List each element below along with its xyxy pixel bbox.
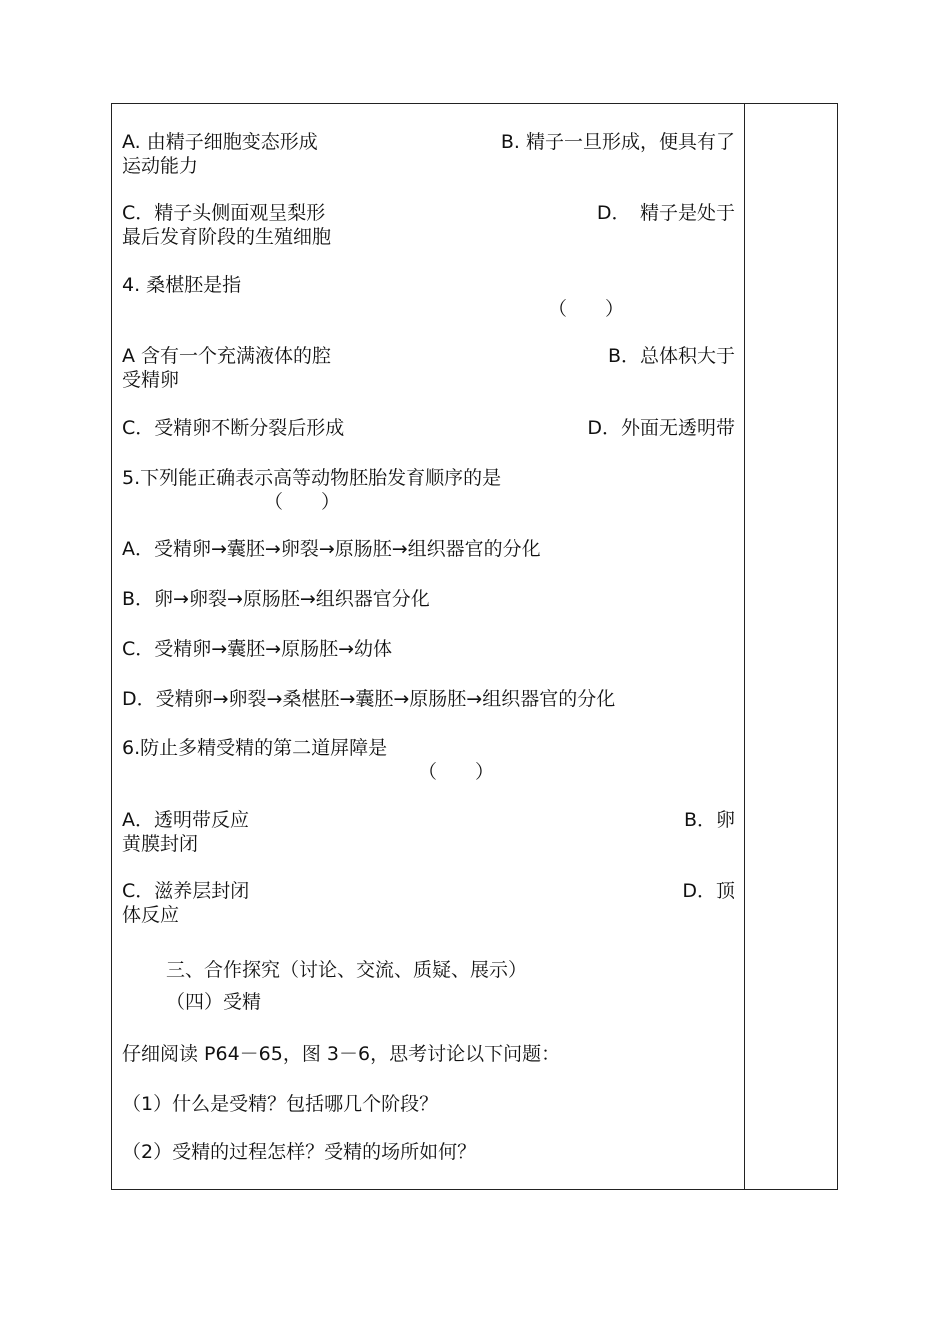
q3-option-a: A. 由精子细胞变态形成 <box>122 131 318 153</box>
q6-option-b-cont: 黄膜封闭 <box>122 833 199 855</box>
question-cell <box>122 104 735 1189</box>
q6-option-b: B．卵 <box>683 809 735 831</box>
q4-answer-paren: （ ） <box>548 298 625 320</box>
q3-option-c: C．精子头侧面观呈梨形 <box>122 202 326 224</box>
q5-stem: 5.下列能正确表示高等动物胚胎发育顺序的是 <box>122 467 502 489</box>
q6-option-d: D．顶 <box>682 880 735 902</box>
q6-stem: 6.防止多精受精的第二道屏障是 <box>122 737 388 759</box>
q3-option-d: D． 精子是处于 <box>596 202 735 224</box>
discussion-question-2: （2）受精的过程怎样？受精的场所如何？ <box>122 1141 477 1163</box>
q4-option-d: D．外面无透明带 <box>587 417 735 439</box>
q4-option-b-cont: 受精卵 <box>122 369 180 391</box>
q3-option-b: B. 精子一旦形成，便具有了 <box>500 131 735 153</box>
q3-option-d-cont: 最后发育阶段的生殖细胞 <box>122 226 332 248</box>
section-instruction: 仔细阅读 P64－65，图 3－6，思考讨论以下问题： <box>122 1043 561 1065</box>
q4-option-a: A 含有一个充满液体的腔 <box>122 345 332 367</box>
q3-option-b-cont: 运动能力 <box>122 155 199 177</box>
section-subheading: （四）受精 <box>166 991 262 1013</box>
q4-option-c: C．受精卵不断分裂后形成 <box>122 417 345 439</box>
section-heading: 三、合作探究（讨论、交流、质疑、展示） <box>166 959 528 981</box>
discussion-question-1: （1）什么是受精？包括哪几个阶段？ <box>122 1093 439 1115</box>
column-divider <box>744 104 745 1189</box>
q4-stem: 4. 桑椹胚是指 <box>122 274 242 296</box>
q5-option-b: B．卵→卵裂→原肠胚→组织器官分化 <box>122 588 430 610</box>
q5-option-a: A．受精卵→囊胚→卵裂→原肠胚→组织器官的分化 <box>122 538 541 560</box>
q6-option-d-cont: 体反应 <box>122 904 180 926</box>
q6-answer-paren: （ ） <box>418 761 495 783</box>
content-table <box>111 103 838 1190</box>
q6-option-a: A．透明带反应 <box>122 809 249 831</box>
q5-answer-paren: （ ） <box>264 491 341 513</box>
q5-option-d: D．受精卵→卵裂→桑椹胚→囊胚→原肠胚→组织器官的分化 <box>122 688 616 710</box>
q5-option-c: C．受精卵→囊胚→原肠胚→幼体 <box>122 638 393 660</box>
q6-option-c: C．滋养层封闭 <box>122 880 250 902</box>
q4-option-b: B．总体积大于 <box>607 345 735 367</box>
